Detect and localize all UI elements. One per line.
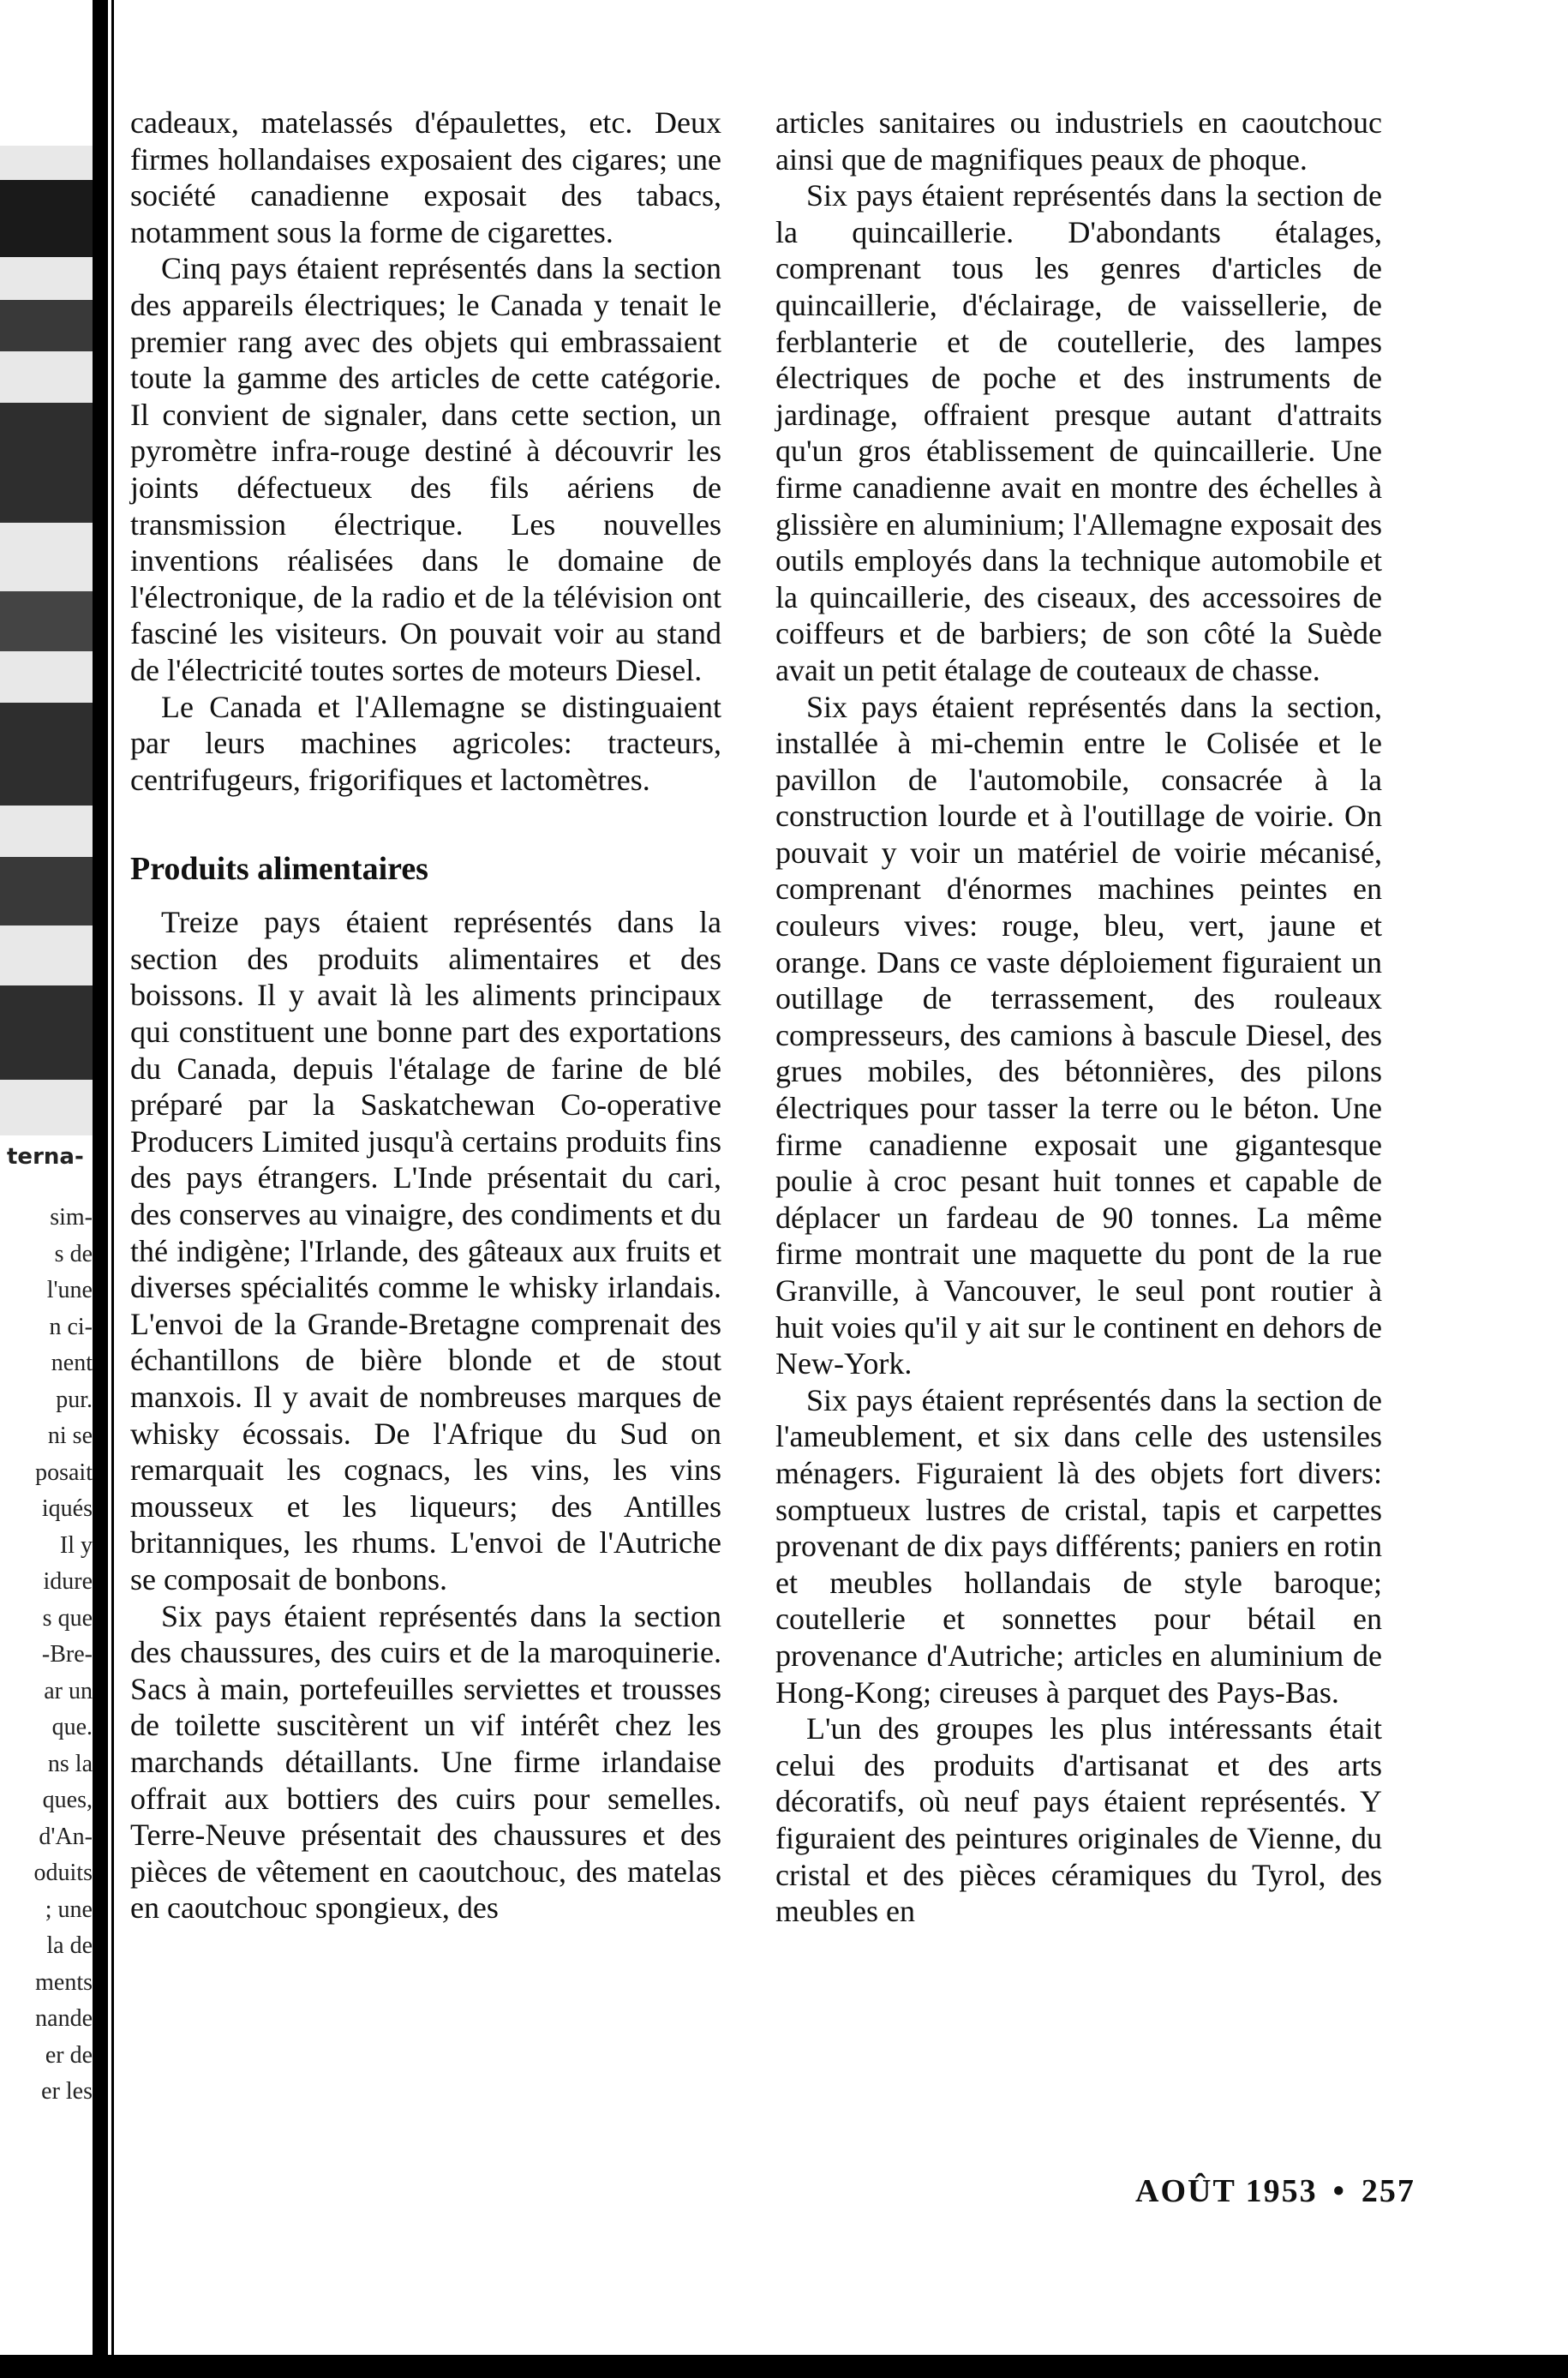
gutter-fragment: ns la (47, 1750, 93, 1777)
gutter-fragment: idure (43, 1568, 93, 1595)
gutter-fragment: ments (35, 1968, 93, 1996)
section-heading: Produits alimentaires (130, 851, 428, 888)
left-text-column (130, 105, 721, 1926)
footer-date: AOÛT 1953 (1135, 2173, 1318, 2209)
scan-bottom-edge (0, 2355, 1568, 2378)
adjacent-page-photo (0, 146, 93, 1135)
paragraph: Six pays étaient représentés dans la section, installée à mi-chemin entre le Colisée et le pavillon de l'automobile, consacrée à la construction lourde et à l'outillage de voirie. On pouvait y voir un matériel de voirie mécanisé, comprenant d'énormes machines peintes en couleurs vives: rouge, bleu, vert, jaune et orange. Dans ce vaste déploiement figuraient un outillage de terrassement, des rouleaux compresseurs, des camions à bascule Diesel, des grues mobiles, des bétonnières, des pilons électriques pour tasser la terre ou le béton. Une firme canadienne exposait une gigantesque poulie à croc pesant huit tonnes et capable de déplacer un fardeau de 90 tonnes. La même firme montrait une maquette du pont de la rue Granville, à Vancouver, le seul pont routier à huit voies qu'il y ait sur le continent en dehors de New-York. (775, 689, 1382, 1381)
gutter-fragment: oduits (33, 1860, 93, 1886)
gutter-fragment: l'une (46, 1277, 93, 1303)
page-number: 257 (1361, 2173, 1415, 2209)
adjacent-page-text-fragments (3, 1200, 93, 2111)
adjacent-page-caption: terna- (7, 1144, 84, 1170)
gutter-fragment: iqués (41, 1495, 93, 1522)
paragraph: Six pays étaient représentés dans la section de l'ameublement, et six dans celle des ustensiles ménagers. Figuraient là des objets fort divers: somptueux lustres de cristal, tapis et carpettes provenant de dix pays différents; paniers en rotin et meubles hollandais de style baroque; coutellerie et sonnettes pour bétail en provenance d'Autriche; articles en aluminium de Hong-Kong; cireuses à parquet des Pays-Bas. (775, 1382, 1382, 1710)
gutter-fragment: n ci- (49, 1313, 93, 1340)
paragraph: L'un des groupes les plus intéressants était celui des produits d'artisanat et des arts décoratifs, où neuf pays étaient représentés. Y figuraient des peintures originales de Vienne, du cristal et des pièces céramiques du Tyrol, des meubles en (775, 1711, 1382, 1929)
gutter-fragment: er les (41, 2078, 93, 2105)
gutter-fragment: la de (46, 1932, 93, 1959)
gutter-fragment: nent (51, 1350, 93, 1376)
page-binding-rule (111, 0, 114, 2378)
paragraph: Six pays étaient représentés dans la section de la quincaillerie. D'abondants étalages, comprenant tous les genres d'articles de quincaillerie, d'éclairage, de vaissellerie, de ferblanterie et de coutellerie, des lampes électriques de poche et des instruments de jardinage, offraient presque autant d'attraits qu'un gros établissement de quincaillerie. Une firme canadienne avait en montre des échelles à glissière en aluminium; l'Allemagne exposait des outils employés dans la technique automobile et la quincaillerie, des ciseaux, des accessoires de coiffeurs et de barbiers; de son côté la Suède avait un petit étalage de couteaux de chasse. (775, 178, 1382, 687)
gutter-fragment: d'An- (39, 1823, 93, 1850)
page-binding-shadow (93, 0, 108, 2378)
page-footer (1135, 2172, 1415, 2210)
paragraph: Cinq pays étaient représentés dans la section des appareils électriques; le Canada y tenait le premier rang avec des objets qui embrassaient toute la gamme des articles de cette catégorie. Il convient de signaler, dans cette section, un pyromètre infra-rouge destiné à découvrir les joints défectueux des fils aériens de transmission électrique. Les nouvelles inventions réalisées dans le domaine de l'électronique, de la radio et de la télévision ont fasciné les visiteurs. On pouvait voir au stand de l'électricité toutes sortes de moteurs Diesel. (130, 251, 721, 687)
gutter-fragment: s que (42, 1604, 93, 1632)
gutter-fragment: nande (35, 2005, 93, 2032)
gutter-fragment: sim- (50, 1204, 93, 1231)
paragraph: Treize pays étaient représentés dans la section des produits alimentaires et des boissons. Il y avait là les aliments principaux qui constituent une bonne part des exportations du Canada, depuis l'étalage de farine de blé préparé par la Saskatchewan Co-operative Producers Limited jusqu'à certains produits fins des pays étrangers. L'Inde présentait du cari, des conserves au vinaigre, des condiments et du thé indigène; l'Irlande, des gâteaux aux fruits et diverses spécialités comme le whisky irlandais. L'envoi de la Grande-Bretagne comprenait des échantillons de bière blonde et de stout manxois. Il y avait de nombreuses marques de whisky écossais. De l'Afrique du Sud on remarquait les cognacs, les vins, les vins mousseux et les liqueurs; des Antilles britanniques, les rhums. L'envoi de l'Autriche se composait de bonbons. (130, 905, 721, 1596)
footer-separator: • (1332, 2173, 1346, 2209)
gutter-fragment: posait (35, 1459, 93, 1486)
right-text-column (775, 105, 1382, 1930)
paragraph: cadeaux, matelassés d'épaulettes, etc. Deux firmes hollandaises exposaient des cigares; une société canadienne exposait des tabacs, notamment sous la forme de cigarettes. (130, 105, 721, 249)
gutter-fragment: s de (54, 1240, 93, 1267)
gutter-fragment: -Bre- (41, 1641, 93, 1668)
gutter-fragment: ar un (44, 1677, 93, 1704)
gutter-fragment: Il y (59, 1531, 93, 1559)
gutter-fragment: ques, (42, 1787, 93, 1813)
paragraph: articles sanitaires ou industriels en caoutchouc ainsi que de magnifiques peaux de phoque. (775, 105, 1382, 177)
gutter-fragment: que. (51, 1714, 93, 1740)
gutter-fragment: ni se (47, 1423, 93, 1449)
paragraph: Le Canada et l'Allemagne se distinguaient par leurs machines agricoles: tracteurs, centrifugeurs, frigorifiques et lactomètres. (130, 689, 721, 797)
gutter-fragment: er de (45, 2041, 93, 2069)
gutter-fragment: ; une (45, 1896, 93, 1923)
paragraph: Six pays étaient représentés dans la section des chaussures, des cuirs et de la maroquinerie. Sacs à main, portefeuilles serviettes et trousses de toilette suscitèrent un vif intérêt chez les marchands détaillants. Une firme irlandaise offrait aux bottiers des cuirs pour semelles. Terre-Neuve présentait des chaussures et des pièces de vêtement en caoutchouc, des matelas en caoutchouc spongieux, des (130, 1598, 721, 1926)
gutter-fragment: pur. (56, 1386, 93, 1413)
